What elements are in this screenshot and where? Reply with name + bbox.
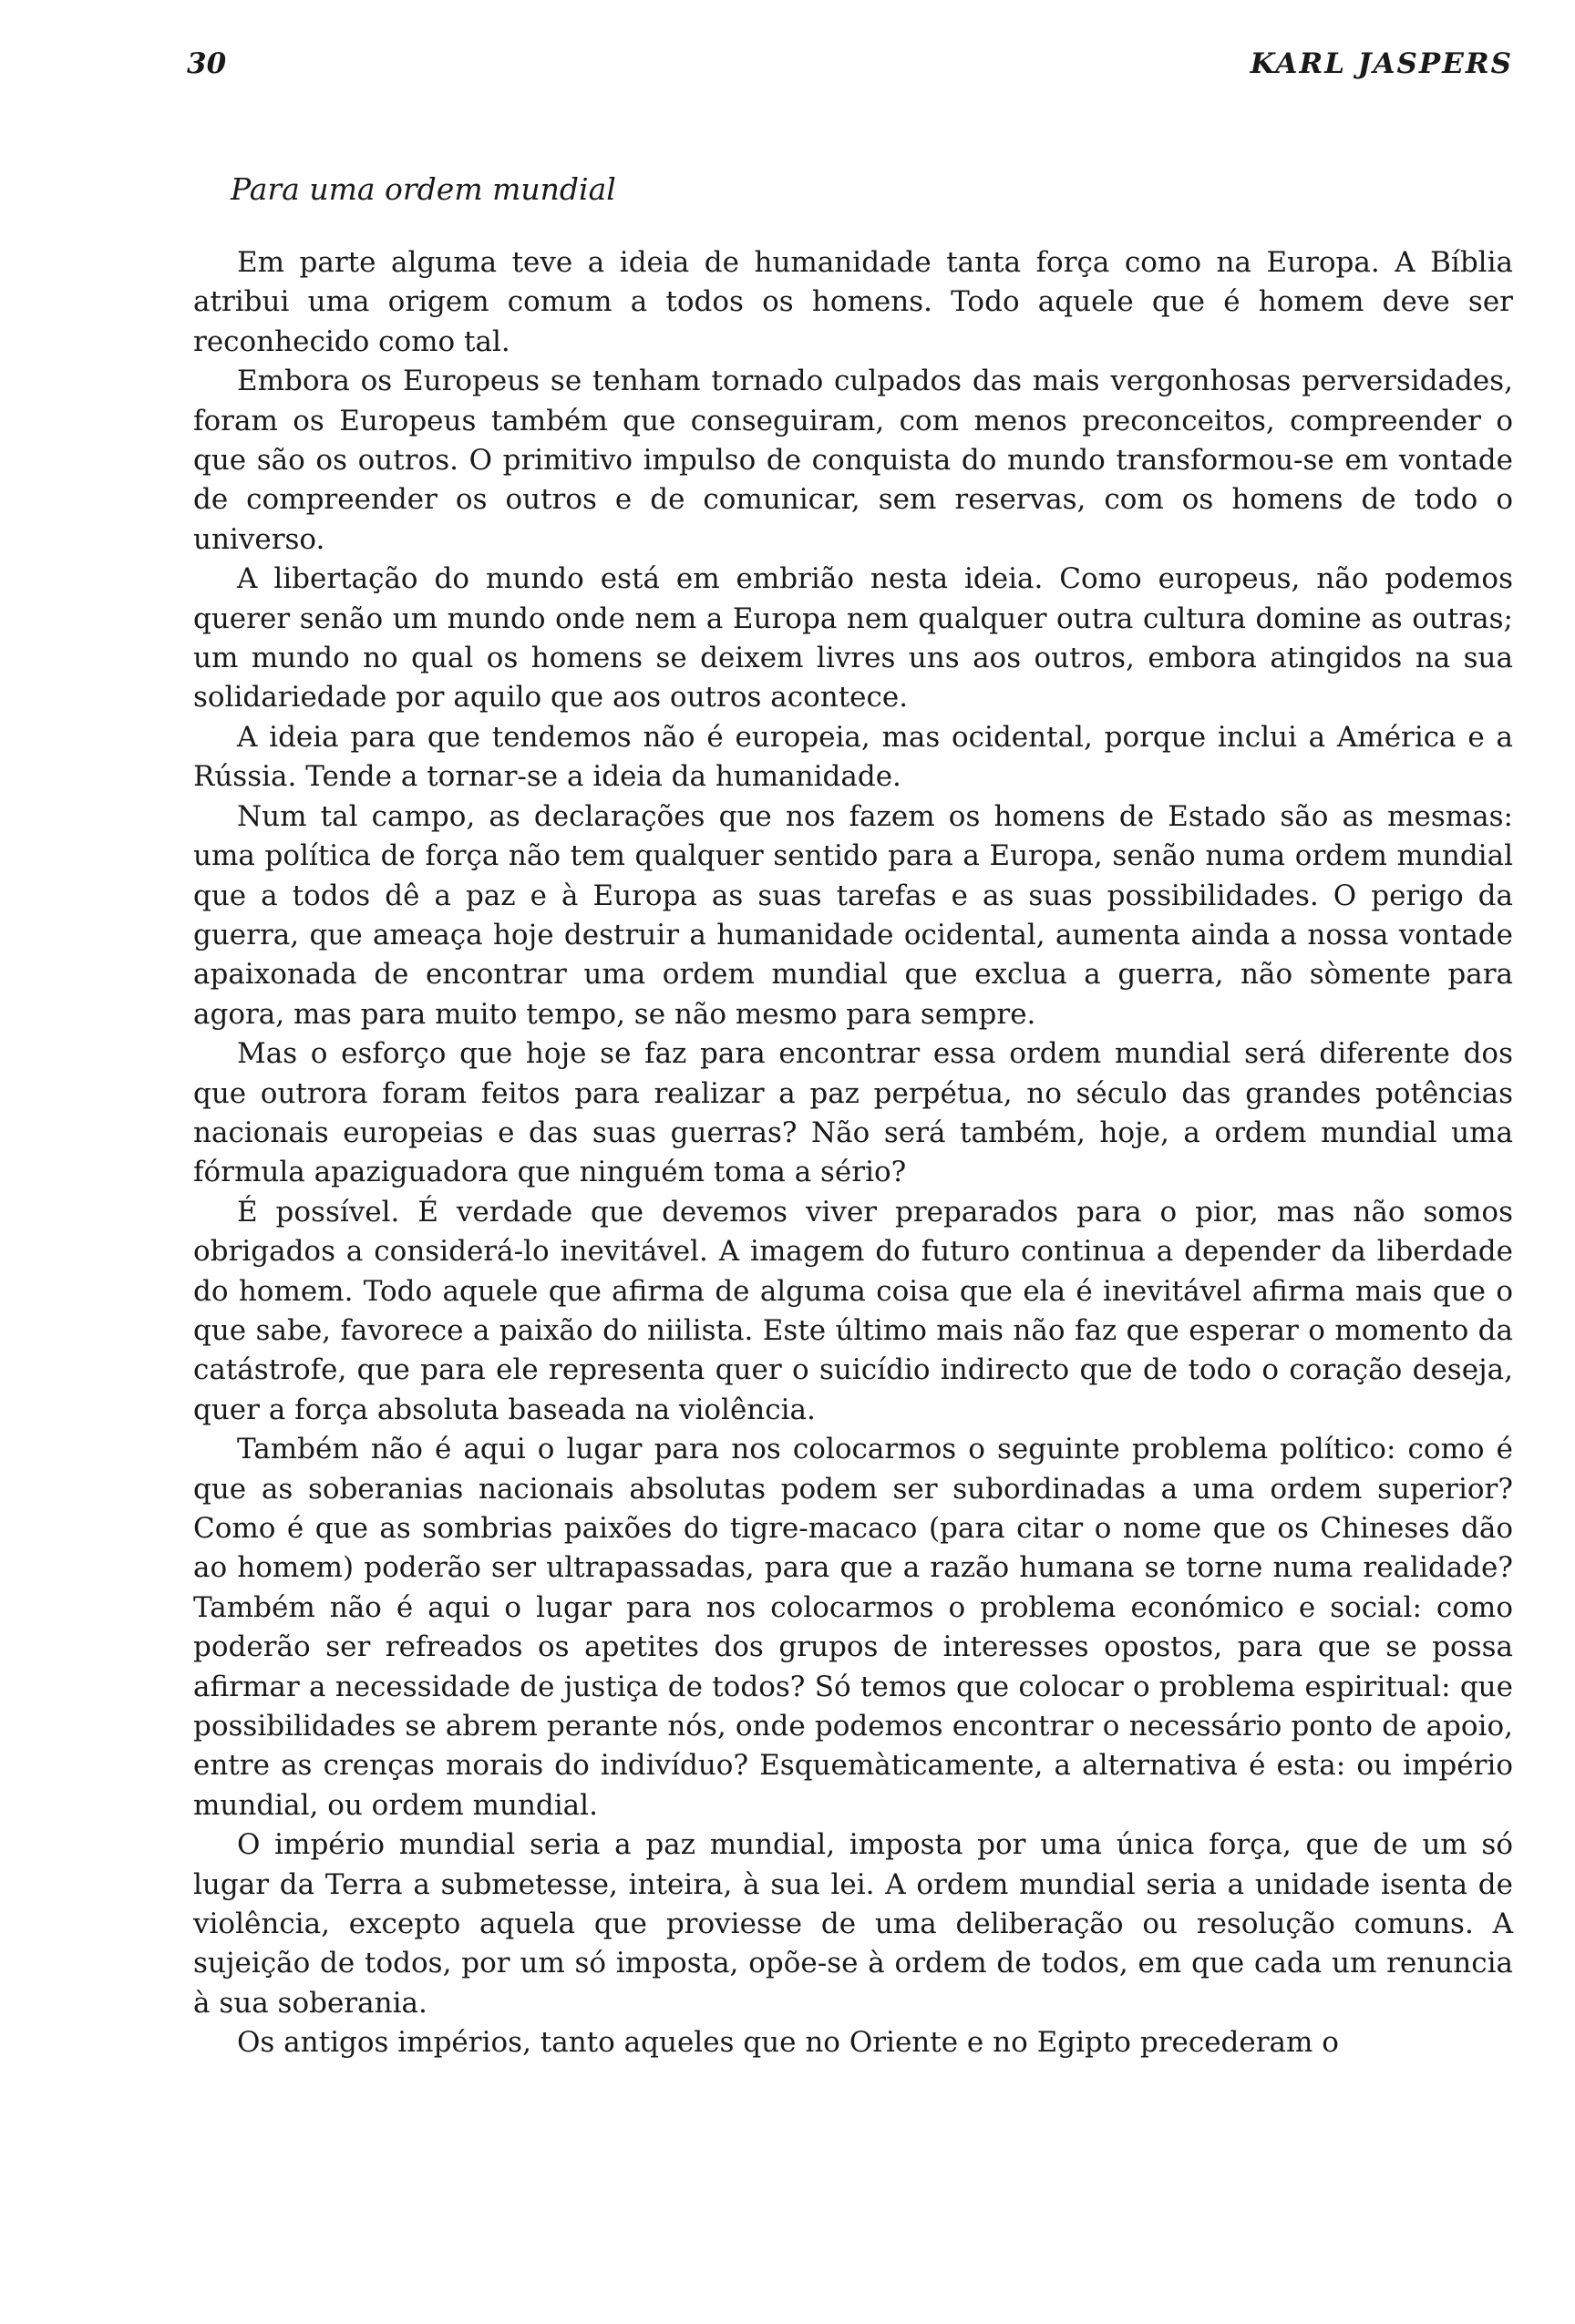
paragraph: Embora os Europeus se tenham tornado culpados das mais vergonhosas perversidades, foram os Europeus também que conseguiram, com menos preconceitos, compreender o que são os outros. O primitivo impulso de conquista do mundo transformou-se em vontade de compreender os outros e de comunicar, sem reservas, com os homens de todo o universo.	[193, 365, 1513, 556]
page-header	[187, 47, 1513, 93]
paragraph: O império mundial seria a paz mundial, imposta por uma única força, que de um só lugar da Terra a submetesse, inteira, à sua lei. A ordem mundial seria a unidade isenta de violência, excepto aquela que proviesse de uma deliberação ou resolução comuns. A sujeição de todos, por um só imposta, opõe-se à ordem de todos, em que cada um renuncia à sua soberania.	[193, 1828, 1513, 2020]
paragraph: Os antigos impérios, tanto aqueles que no Oriente e no Egipto precederam o	[237, 2026, 1339, 2060]
paragraph: A libertação do mundo está em embrião nesta ideia. Como europeus, não podemos querer senão um mundo onde nem a Europa nem qualquer outra cultura domine as outras; um mundo no qual os homens se deixem livres uns aos outros, embora atingidos na sua solidariedade por aquilo que aos outros acontece.	[193, 562, 1513, 715]
paragraph: Também não é aqui o lugar para nos colocarmos o seguinte problema político: como é que as soberanias nacionais absolutas podem ser subordinadas a uma ordem superior? Como é que as sombrias paixões do tigre-macaco (para citar o nome que os Chineses dão ao homem) poderão ser ultrapassadas, para que a razão humana se torne numa realidade? Também não é aqui o lugar para nos colocarmos o problema económico e social: como poderão ser refreados os apetites dos grupos de interesses opostos, para que se possa afirmar a necessidade de justiça de todos? Só temos que colocar o problema espiritual: que possibilidades se abrem perante nós, onde podemos encontrar o necessário ponto de apoio, entre as crenças morais do indivíduo? Esquemàticamente, a alternativa é esta: ou império mundial, ou ordem mundial.	[193, 1433, 1513, 1822]
section-title: Para uma ordem mundial	[231, 171, 616, 207]
paragraph: A ideia para que tendemos não é europeia, mas ocidental, porque inclui a América e a Rússia. Tende a tornar-se a ideia da humanidade.	[193, 720, 1513, 794]
page-number: 30	[187, 47, 227, 80]
paragraph: Em parte alguma teve a ideia de humanidade tanta força como na Europa. A Bíblia atribui uma origem comum a todos os homens. Todo aquele que é homem deve ser reconhecido como tal.	[193, 246, 1513, 358]
paragraph: É possível. É verdade que devemos viver preparados para o pior, mas não somos obrigados a considerá-lo inevitável. A imagem do futuro continua a depender da liberdade do homem. Todo aquele que afirma de alguma coisa que ela é inevitável afirma mais que o que sabe, favorece a paixão do niilista. Este último mais não faz que esperar o momento da catástrofe, que para ele representa quer o suicídio indirecto que de todo o coração deseja, quer a força absoluta baseada na violência.	[193, 1195, 1513, 1426]
body-text	[193, 243, 1513, 2063]
paragraph: Num tal campo, as declarações que nos fazem os homens de Estado são as mesmas: uma política de força não tem qualquer sentido para a Europa, senão numa ordem mundial que a todos dê a paz e à Europa as suas tarefas e as suas possibilidades. O perigo da guerra, que ameaça hoje destruir a humanidade ocidental, aumenta ainda a nossa vontade apaixonada de encontrar uma ordem mundial que exclua a guerra, não sòmente para agora, mas para muito tempo, se não mesmo para sempre.	[193, 799, 1513, 1031]
paragraph: Mas o esforço que hoje se faz para encontrar essa ordem mundial será diferente dos que outrora foram feitos para realizar a paz perpétua, no século das grandes potências nacionais europeias e das suas guerras? Não será também, hoje, a ordem mundial uma fórmula apaziguadora que ninguém toma a sério?	[193, 1037, 1513, 1189]
running-head: KARL JASPERS	[1250, 47, 1513, 80]
